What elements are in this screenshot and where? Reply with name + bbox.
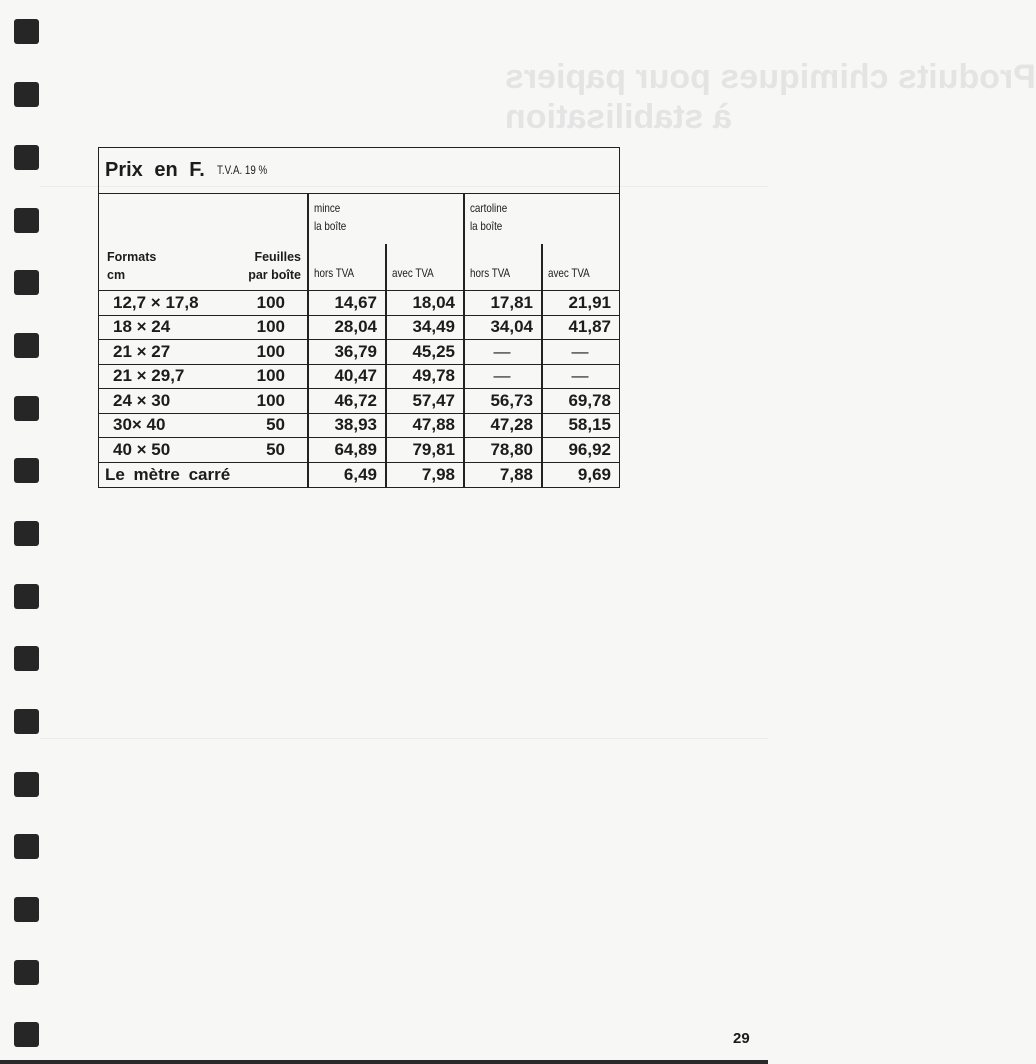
sheets-cell: 100 <box>256 341 285 361</box>
binding-hole <box>14 521 39 546</box>
mince-ttc-cell: 47,88 <box>412 415 455 435</box>
cartoline-ttc-cell: 58,15 <box>568 415 611 435</box>
table-row <box>99 414 619 439</box>
sheets-cell: 100 <box>256 292 285 312</box>
binding-hole <box>14 396 39 421</box>
formats-header-line1: Formats <box>107 250 157 264</box>
bleed-through-subheading: à stabilisation <box>505 98 732 136</box>
table-title: Prix en F. <box>105 159 205 181</box>
group-name-line2: la boîte <box>314 219 347 233</box>
subheader-mince-ht <box>314 264 363 282</box>
cartoline-ttc-cell: 69,78 <box>568 390 611 410</box>
mince-ht-cell: 6,49 <box>343 464 377 484</box>
format-cell: 18 × 24 <box>113 317 171 337</box>
bleed-through-heading: Produits chimiques pour papiers <box>505 58 1036 96</box>
sheets-cell: 100 <box>256 390 285 410</box>
binding-hole <box>14 897 39 922</box>
table-row <box>99 340 619 365</box>
formats-header <box>107 248 156 284</box>
bleed-through-rule <box>40 738 768 739</box>
mince-ht-cell: 28,04 <box>334 317 377 337</box>
table-title-row <box>99 148 619 194</box>
binding-hole <box>14 709 39 734</box>
subheader-label: avec TVA <box>548 266 590 280</box>
column-divider <box>541 244 543 291</box>
subheader-label: hors TVA <box>470 266 511 280</box>
mince-ttc-cell: 18,04 <box>412 292 455 312</box>
sheets-header-line2: par boîte <box>248 268 301 282</box>
formats-header-line2: cm <box>107 268 126 282</box>
cartoline-ttc-cell: — <box>571 366 589 386</box>
binding-hole <box>14 772 39 797</box>
cartoline-ttc-cell: — <box>571 341 589 361</box>
price-table <box>98 147 620 488</box>
sheets-cell: 100 <box>256 366 285 386</box>
subheader-label: hors TVA <box>314 266 355 280</box>
binding-hole <box>14 458 39 483</box>
binding-hole <box>14 834 39 859</box>
group-header-cartoline <box>470 199 515 235</box>
binding-hole <box>14 1022 39 1047</box>
cartoline-ttc-cell: 21,91 <box>568 292 611 312</box>
table-row <box>99 438 619 463</box>
sheets-cell: 50 <box>266 439 285 459</box>
binding-hole <box>14 646 39 671</box>
format-cell: 40 × 50 <box>113 439 171 459</box>
mince-ht-cell: 36,79 <box>334 341 377 361</box>
table-body <box>99 291 619 487</box>
sheets-cell: 100 <box>256 317 285 337</box>
column-divider <box>307 194 309 290</box>
cartoline-ht-cell: 34,04 <box>490 317 533 337</box>
mince-ttc-cell: 79,81 <box>412 439 455 459</box>
subheader-cartoline-ht <box>470 264 519 282</box>
mince-ht-cell: 38,93 <box>334 415 377 435</box>
square-meter-label: Le mètre carré <box>105 464 231 484</box>
group-name-line2: la boîte <box>470 219 503 233</box>
group-name-line1: cartoline <box>470 201 508 215</box>
binding-hole <box>14 208 39 233</box>
column-divider <box>385 244 387 291</box>
subheader-mince-ttc <box>392 264 443 282</box>
cartoline-ht-cell: 56,73 <box>490 390 533 410</box>
sheets-header-line1: Feuilles <box>254 250 301 264</box>
vat-note: T.V.A. 19 % <box>216 164 267 177</box>
binding-hole <box>14 960 39 985</box>
group-name-line1: mince <box>314 201 341 215</box>
table-row <box>99 365 619 390</box>
mince-ttc-cell: 7,98 <box>421 464 455 484</box>
mince-ttc-cell: 34,49 <box>412 317 455 337</box>
mince-ttc-cell: 45,25 <box>412 341 455 361</box>
cartoline-ttc-cell: 41,87 <box>568 317 611 337</box>
subheader-label: avec TVA <box>392 266 434 280</box>
cartoline-ht-cell: — <box>493 341 511 361</box>
table-row <box>99 389 619 414</box>
cartoline-ht-cell: — <box>493 366 511 386</box>
format-cell: 12,7 × 17,8 <box>113 292 199 312</box>
cartoline-ht-cell: 47,28 <box>490 415 533 435</box>
table-header <box>99 194 619 291</box>
sheets-header <box>237 248 301 284</box>
cartoline-ttc-cell: 9,69 <box>577 464 611 484</box>
sheets-cell: 50 <box>266 415 285 435</box>
page-number: 29 <box>733 1030 750 1047</box>
cartoline-ht-cell: 78,80 <box>490 439 533 459</box>
table-row <box>99 316 619 341</box>
mince-ht-cell: 14,67 <box>334 292 377 312</box>
mince-ttc-cell: 57,47 <box>412 390 455 410</box>
binding-hole <box>14 145 39 170</box>
subheader-cartoline-ttc <box>548 264 599 282</box>
binding-hole <box>14 584 39 609</box>
binding-hole <box>14 270 39 295</box>
format-cell: 21 × 29,7 <box>113 366 185 386</box>
binding-hole <box>14 333 39 358</box>
mince-ht-cell: 46,72 <box>334 390 377 410</box>
mince-ttc-cell: 49,78 <box>412 366 455 386</box>
format-cell: 21 × 27 <box>113 341 171 361</box>
square-meter-row <box>99 463 619 488</box>
mince-ht-cell: 40,47 <box>334 366 377 386</box>
mince-ht-cell: 64,89 <box>334 439 377 459</box>
format-cell: 30× 40 <box>113 415 166 435</box>
cartoline-ht-cell: 7,88 <box>499 464 533 484</box>
binding-hole <box>14 19 39 44</box>
format-cell: 24 × 30 <box>113 390 171 410</box>
page-edge <box>0 1060 768 1064</box>
cartoline-ht-cell: 17,81 <box>490 292 533 312</box>
cartoline-ttc-cell: 96,92 <box>568 439 611 459</box>
column-divider <box>463 194 465 290</box>
table-row <box>99 291 619 316</box>
group-header-mince <box>314 199 353 235</box>
binding-hole <box>14 82 39 107</box>
